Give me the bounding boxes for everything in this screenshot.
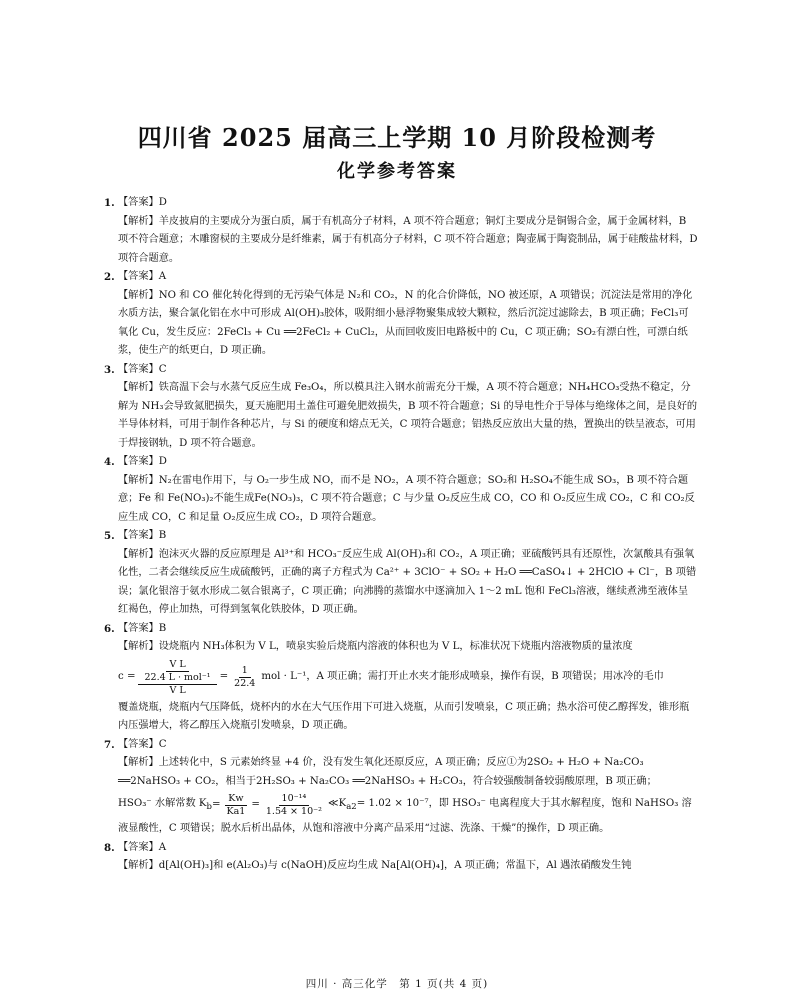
answer-line: 【答案】D xyxy=(118,456,167,467)
fraction-numerator: 10⁻¹⁴ xyxy=(279,793,310,806)
explanation: 【解析】泡沫灭火器的反应原理是 Al³⁺和 HCO₃⁻反应生成 Al(OH)₃和 CO₂，A 项正确；亚硫酸钙具有还原性，次氯酸具有强氧化性，二者会继续反应生成硫酸钙，正确的离子方程式为 Ca²⁺ + 3ClO⁻ + SO₂ + H₂O ══CaSO₄↓ + 2HClO + Cl⁻，B 项错误；氯化银溶于氨水形成二氨合银离子，C 项正确；向沸腾的蒸馏水中逐滴加入 1～2 mL 饱和 FeCl₃溶液，继续煮沸至液体呈红褐色，停止加热，可得到氢氧化铁胶体，D 项正确。 xyxy=(118,548,697,615)
equals-sign: = xyxy=(211,799,221,811)
page-title: 四川省 2025 届高三上学期 10 月阶段检测考 xyxy=(137,123,657,152)
question-number: 3. xyxy=(104,363,115,376)
formula-lhs: HSO₃⁻ 水解常数 $K_b$ xyxy=(118,797,212,812)
formula-lhs: c = xyxy=(118,671,136,683)
numeric-fraction xyxy=(263,793,325,818)
answer-line: 【答案】B xyxy=(118,622,167,634)
explanation: 【解析】铁高温下会与水蒸气反应生成 Fe₃O₄，所以模具注入钢水前需充分干燥，A 项不符合题意；NH₄HCO₃受热不稳定，分解为 NH₃会导致氮肥损失，夏天施肥用土盖住可避免肥效损失，B 项不符合题意；Si 的导电性介于导体与绝缘体之间，是良好的半导体材料，可用于制作各种芯片，与 Si 的硬度和熔点无关，C 项符合题意；铝热反应放出大量的热，置换出的铁呈液态，可用于焊接钢轨，D 项不符合题意。 xyxy=(118,382,698,449)
fraction-denominator: V L xyxy=(169,684,186,696)
explanation-continued: 液显酸性，C 项错误；脱水后析出晶体，从饱和溶液中分离产品采用“过滤、洗涤、干燥”的操作，D 项正确。 xyxy=(118,823,610,834)
answer-line: 【答案】A xyxy=(118,271,167,282)
kw-ka-fraction xyxy=(224,793,249,818)
equals-sign: = xyxy=(251,799,260,811)
page-footer: 四川 · 高三化学 第 1 页(共 4 页) xyxy=(305,978,489,990)
answer-line: 【答案】A xyxy=(118,841,167,853)
question-number: 2. xyxy=(104,271,115,283)
question-7 xyxy=(104,736,698,839)
result-fraction xyxy=(231,665,258,690)
question-number: 7. xyxy=(104,738,115,751)
concentration-formula xyxy=(118,659,698,697)
explanation: 【解析】NO 和 CO 催化转化得到的无污染气体是 N₂和 CO₂，N 的化合价降低，NO 被还原，A 项错误；沉淀法是常用的净化水质方法，聚合氯化铝在水中可形成 Al(OH)₃胶体，吸附细小悬浮物聚集成较大颗粒，然后沉淀过滤除去，B 项正确；FeCl₃可氧化 Cu，发生反应：2FeCl₃ + Cu ══2FeCl₂ + CuCl₂，从而回收废旧电路板中的 Cu，C 项正确；SO₂有漂白性，可漂白纸浆，使生产的纸更白，D 项正确。 xyxy=(118,289,693,356)
answer-line: 【答案】C xyxy=(118,738,167,750)
explanation: 【解析】羊皮披肩的主要成分为蛋白质，属于有机高分子材料，A 项不符合题意；铜灯主要成分是铜锡合金，属于金属材料，B 项不符合题意；木雕窗棂的主要成分是纤维素，属于有机高分子材料，C 项不符合题意；陶壶属于陶瓷制品，属于硅酸盐材料，D 项符合题意。 xyxy=(118,215,698,264)
question-1 xyxy=(104,194,698,268)
answer-line: 【答案】B xyxy=(118,530,167,541)
fraction-denominator: 1.54 × 10⁻² xyxy=(265,806,322,817)
explanation-continued: 覆盖烧瓶，烧瓶内气压降低，烧杯内的水在大气压作用下可进入烧瓶，从而引发喷泉，C 项正确；热水浴可使乙醇挥发，锥形瓶内压强增大，将乙醇压入烧瓶引发喷泉，D 项正确。 xyxy=(118,701,690,731)
question-number: 8. xyxy=(104,841,115,854)
answer-line: 【答案】C xyxy=(118,363,167,375)
fraction-denominator: 22.4 xyxy=(234,678,256,689)
answer-content xyxy=(104,194,698,876)
question-number: 1. xyxy=(104,197,115,209)
question-2 xyxy=(104,268,698,361)
explanation: 【解析】d[Al(OH)₃]和 e(Al₂O₃)与 c(NaOH)反应均生成 Na[Al(OH)₄]，A 项正确；常温下，Al 遇浓硝酸发生钝 xyxy=(118,860,632,871)
formula-tail: mol · L⁻¹，A 项正确；需打开止水夹才能形成喷泉，操作有误，B 项错误；用冰冷的毛巾 xyxy=(261,671,664,683)
question-number: 5. xyxy=(104,530,115,542)
explanation: 【解析】N₂在雷电作用下，与 O₂一步生成 NO，而不是 NO₂，A 项不符合题意；SO₂和 H₂SO₄不能生成 SO₃，B 项不符合题意；Fe 和 Fe(NO₃)₂不能生成Fe(NO₃)₃，C 项不符合题意；C 与少量 O₂反应生成 CO，CO 和 O₂反应生成 CO₂，C 和 CO₂反应生成 CO，C 和足量 O₂反应生成 CO₂，D 项符合题意。 xyxy=(118,474,695,523)
explanation: 【解析】设烧瓶内 NH₃体积为 V L，喷泉实验后烧瓶内溶液的体积也为 V L，标准状况下烧瓶内溶液物质的量浓度 xyxy=(118,641,633,652)
question-number: 6. xyxy=(104,622,115,635)
fraction-denominator: Ka1 xyxy=(226,806,246,817)
fraction-denominator: 22.4 L · mol⁻¹ xyxy=(144,671,211,683)
question-5 xyxy=(104,527,698,620)
fraction-numerator: 1 xyxy=(239,665,251,678)
hydrolysis-constant-formula xyxy=(118,793,698,818)
fraction-numerator: Kw xyxy=(225,793,246,806)
question-number: 4. xyxy=(104,456,115,468)
equals-sign: = xyxy=(219,671,229,683)
page-subtitle: 化学参考答案 xyxy=(337,161,457,182)
question-6 xyxy=(104,620,698,736)
fraction-numerator: V L xyxy=(166,659,188,672)
question-3 xyxy=(104,361,698,454)
question-4 xyxy=(104,453,698,527)
formula-tail: $≪K_{a2}= 1.02 \times 10^{-7}$，即 HSO₃⁻ 电离程度大于其水解程度，饱和 NaHSO₃ 溶 xyxy=(327,797,692,812)
explanation: 【解析】上述转化中，S 元素始终显 +4 价，没有发生氧化还原反应，A 项正确；反应①为2SO₂ + H₂O + Na₂CO₃ ══2NaHSO₃ + CO₂，相当于2H₂SO₃ + Na₂CO₃ ══2NaHSO₃ + H₂CO₃，符合较强酸制备较弱酸原理，B 项正确； xyxy=(118,757,657,787)
answer-line: 【答案】D xyxy=(118,197,167,208)
compound-fraction xyxy=(138,659,216,697)
question-8 xyxy=(104,839,698,876)
